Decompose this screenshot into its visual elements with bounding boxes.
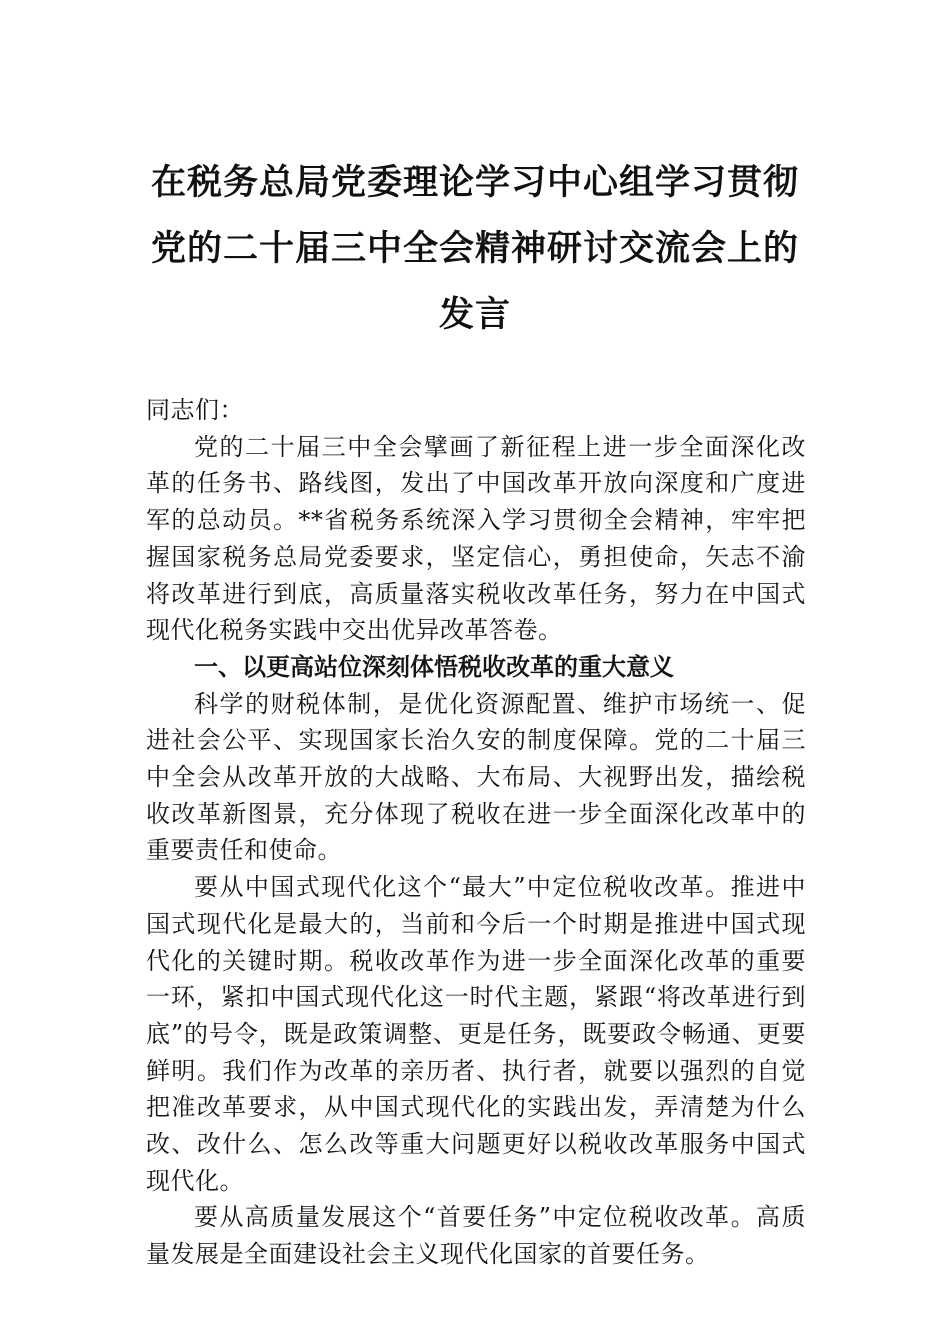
salutation: 同志们：: [146, 396, 244, 424]
document-title: [130, 150, 820, 348]
section-paragraph-3: 要从高质量发展这个“首要任务”中定位税收改革。高质量发展是全面建设社会主义现代化国家的首要任务。: [146, 1203, 806, 1269]
title-line-3: 发言: [438, 294, 511, 335]
section-paragraph-1: 科学的财税体制，是优化资源配置、维护市场统一、促进社会公平、实现国家长治久安的制度保障。党的二十届三中全会从改革开放的大战略、大布局、大视野出发，描绘税收改革新图景，充分体现了税收在进一步全面深化改革中的重要责任和使命。: [146, 689, 806, 865]
intro-paragraph: 党的二十届三中全会擘画了新征程上进一步全面深化改革的任务书、路线图，发出了中国改革开放向深度和广度进军的总动员。**省税务系统深入学习贯彻全会精神，牢牢把握国家税务总局党委要求，坚定信心，勇担使命，矢志不渝将改革进行到底，高质量落实税收改革任务，努力在中国式现代化税务实践中交出优异改革答卷。: [146, 432, 806, 645]
section-heading: 一、以更高站位深刻体悟税收改革的重大意义: [194, 652, 674, 681]
title-line-2: 党的二十届三中全会精神研讨交流会上的: [150, 228, 799, 269]
section-paragraph-2: 要从中国式现代化这个“最大”中定位税收改革。推进中国式现代化是最大的，当前和今后一个时期是推进中国式现代化的关键时期。税收改革作为进一步全面深化改革的重要一环，紧扣中国式现代化这一时代主题，紧跟“将改革进行到底”的号令，既是政策调整、更是任务，既要政令畅通、更要鲜明。我们作为改革的亲历者、执行者，就要以强烈的自觉把准改革要求，从中国式现代化的实践出发，弄清楚为什么改、改什么、怎么改等重大问题更好以税收改革服务中国式现代化。: [146, 873, 806, 1195]
document-body: [146, 392, 806, 1273]
title-line-1: 在税务总局党委理论学习中心组学习贯彻: [150, 162, 799, 203]
